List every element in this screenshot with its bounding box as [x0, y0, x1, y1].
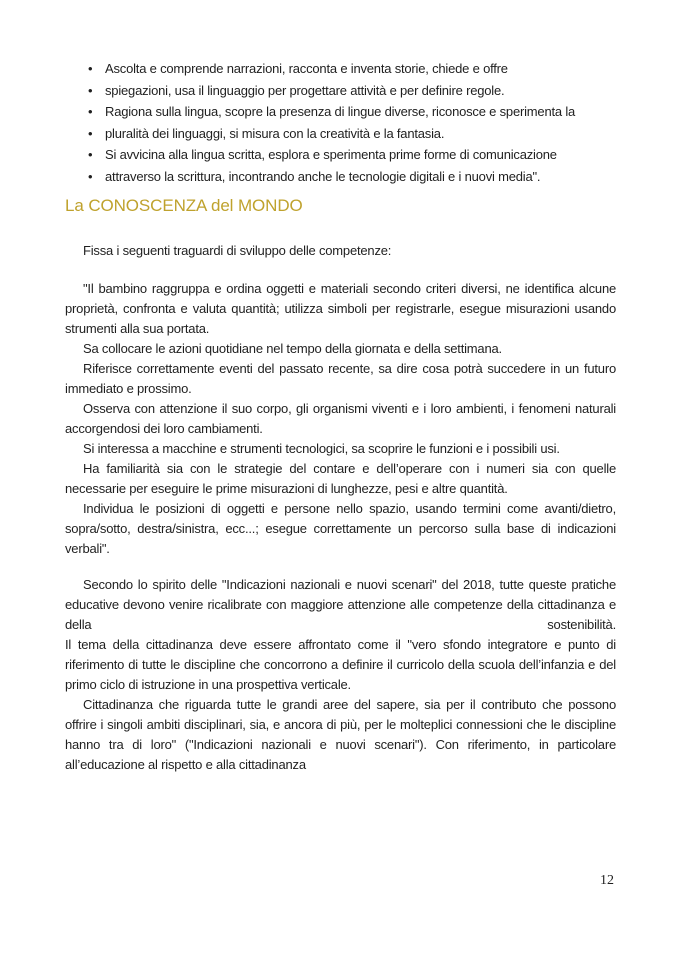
paragraph: Osserva con attenzione il suo corpo, gli organismi viventi e i loro ambienti, i fenomeni naturali accorgendosi dei loro cambiamenti. [65, 401, 616, 436]
paragraph: Individua le posizioni di oggetti e persone nello spazio, usando termini come avanti/dietro, sopra/sotto, destra/sinistra, ecc...; esegue correttamente un percorso sulla base di indicazioni verbali". [65, 501, 616, 556]
paragraph: Secondo lo spirito delle "Indicazioni nazionali e nuovi scenari" del 2018, tutte queste pratiche educative devono venire ricalibrate con maggiore attenzione alle competenze della cittadinanza e della sostenibilità. [65, 577, 616, 632]
paragraph: Riferisce correttamente eventi del passato recente, sa dire cosa potrà succedere in un futuro immediato e prossimo. [65, 361, 616, 396]
paragraph: Ha familiarità sia con le strategie del contare e dell’operare con i numeri sia con quelle necessarie per eseguire le prime misurazioni di lunghezze, pesi e altre quantità. [65, 461, 616, 496]
intro-paragraph: Fissa i seguenti traguardi di sviluppo delle competenze: [83, 243, 392, 258]
section-heading: La CONOSCENZA del MONDO [65, 196, 303, 215]
bullet-list [65, 58, 616, 187]
paragraph: Il tema della cittadinanza deve essere affrontato come il "vero sfondo integratore e punto di riferimento di tutte le discipline che concorrono a definire il curricolo della scuola dell’infanzia e del primo ciclo di istruzione in una prospettiva verticale. [65, 637, 616, 692]
bullet-item: • Ragiona sulla lingua, scopre la presenza di lingue diverse, riconosce e sperimenta la [65, 101, 616, 123]
paragraph: "Il bambino raggruppa e ordina oggetti e materiali secondo criteri diversi, ne identifica alcune proprietà, confronta e valuta quantità; utilizza simboli per registrarle, esegue misurazioni usando strumenti alla sua portata. [65, 281, 616, 336]
bullet-item: • spiegazioni, usa il linguaggio per progettare attività e per definire regole. [65, 80, 616, 102]
paragraph: Sa collocare le azioni quotidiane nel tempo della giornata e della settimana. [83, 341, 502, 356]
bullet-item: • pluralità dei linguaggi, si misura con la creatività e la fantasia. [65, 123, 616, 145]
bullet-item: • Ascolta e comprende narrazioni, racconta e inventa storie, chiede e offre [65, 58, 616, 80]
paragraph: Si interessa a macchine e strumenti tecnologici, sa scoprire le funzioni e i possibili usi. [83, 441, 560, 456]
page-number: 12 [600, 873, 614, 888]
bullet-item: • attraverso la scrittura, incontrando anche le tecnologie digitali e i nuovi media". [65, 166, 616, 188]
paragraph: Cittadinanza che riguarda tutte le grandi aree del sapere, sia per il contributo che possono offrire i singoli ambiti disciplinari, sia, e ancora di più, per le molteplici connessioni che le discipline hanno tra di loro" ("Indicazioni nazionali e nuovi scenari"). Con riferimento, in particolare all’educazione al rispetto e alla cittadinanza [65, 697, 616, 772]
bullet-item: • Si avvicina alla lingua scritta, esplora e sperimenta prime forme di comunicazione [65, 144, 616, 166]
